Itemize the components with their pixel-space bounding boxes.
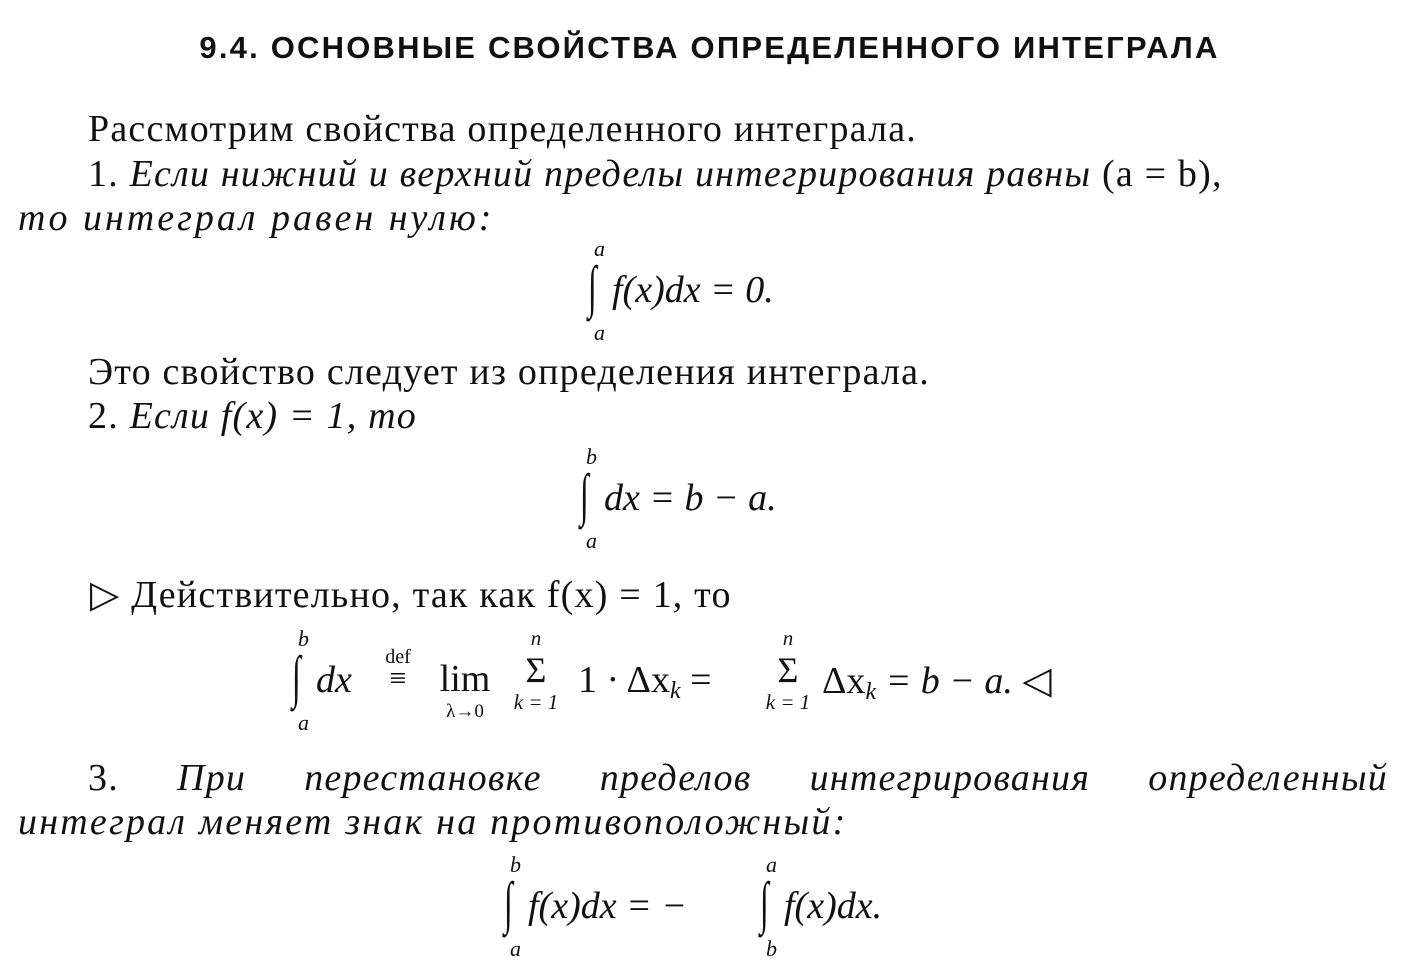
section-heading: 9.4. ОСНОВНЫЕ СВОЙСТВА ОПРЕДЕЛЕННОГО ИНТЕГРАЛА [199,30,1220,65]
right-integrand: f(x)dx. [784,885,883,927]
integral-sign: b ∫ a [292,626,309,735]
lower-limit: a [594,320,605,345]
integral-sign-left: b ∫ a [504,852,521,961]
integral-sign-right: a ∫ b [760,852,777,961]
property-3-text-1: При перестановке пределов интегрирования определенный [177,757,1388,799]
left-integrand: f(x)dx = − [528,885,687,927]
property-1-note: Это свойство следует из определения интеграла. [88,351,930,393]
property-2-number: 2. [88,395,119,437]
proof-formula [292,626,1132,736]
lower-limit: a [510,936,521,961]
lower-limit: a [298,710,309,735]
integral-sign: a ∫ a [588,236,605,345]
proof-open-marker: ▷ [90,574,121,616]
upper-limit: a [594,236,605,261]
proof-close-marker: ◁ [1022,660,1052,702]
integrand: dx = b − a. [604,477,777,519]
intro-text: Рассмотрим свойства определенного интеграла. [88,108,917,150]
limit-operator: lim λ→0 [439,658,491,722]
property-1-text-1: Если нижний и верхний пределы интегрирования равны [129,153,1092,195]
property-1-line-1 [88,152,1388,196]
property-1-condition: (a = b), [1101,153,1223,195]
property-3-formula [504,852,924,962]
property-2-line [88,394,417,438]
integrand: f(x)dx = 0. [612,269,774,311]
property-1-number: 1. [88,153,119,195]
lower-limit: b [766,936,777,961]
property-2-text: Если f(x) = 1, то [129,395,417,437]
sum-operator-2: n Σ k = 1 [765,626,811,714]
upper-limit: b [298,626,309,651]
property-3-number: 3. [88,757,119,799]
upper-limit: a [766,852,777,877]
property-1-line-2: то интеграл равен нулю: [18,197,495,239]
proof-text: Действительно, так как f(x) = 1, то [131,574,732,616]
sum-term-2: $\Delta x_k = b - a$. ◁ [822,660,1052,705]
property-3-line-1 [88,756,1388,800]
proof-line [90,572,732,617]
def-equals: def ≡ [385,646,411,695]
sum-term-1: $1 \cdot \Delta x_k$ = [578,659,712,704]
dx: dx [316,659,352,701]
upper-limit: b [510,852,521,877]
integral-sign: b ∫ a [580,444,597,553]
upper-limit: b [586,444,597,469]
property-3-line-2: интеграл меняет знак на противоположный: [18,801,848,843]
lower-limit: a [586,528,597,553]
sum-operator-1: n Σ k = 1 [513,626,559,714]
